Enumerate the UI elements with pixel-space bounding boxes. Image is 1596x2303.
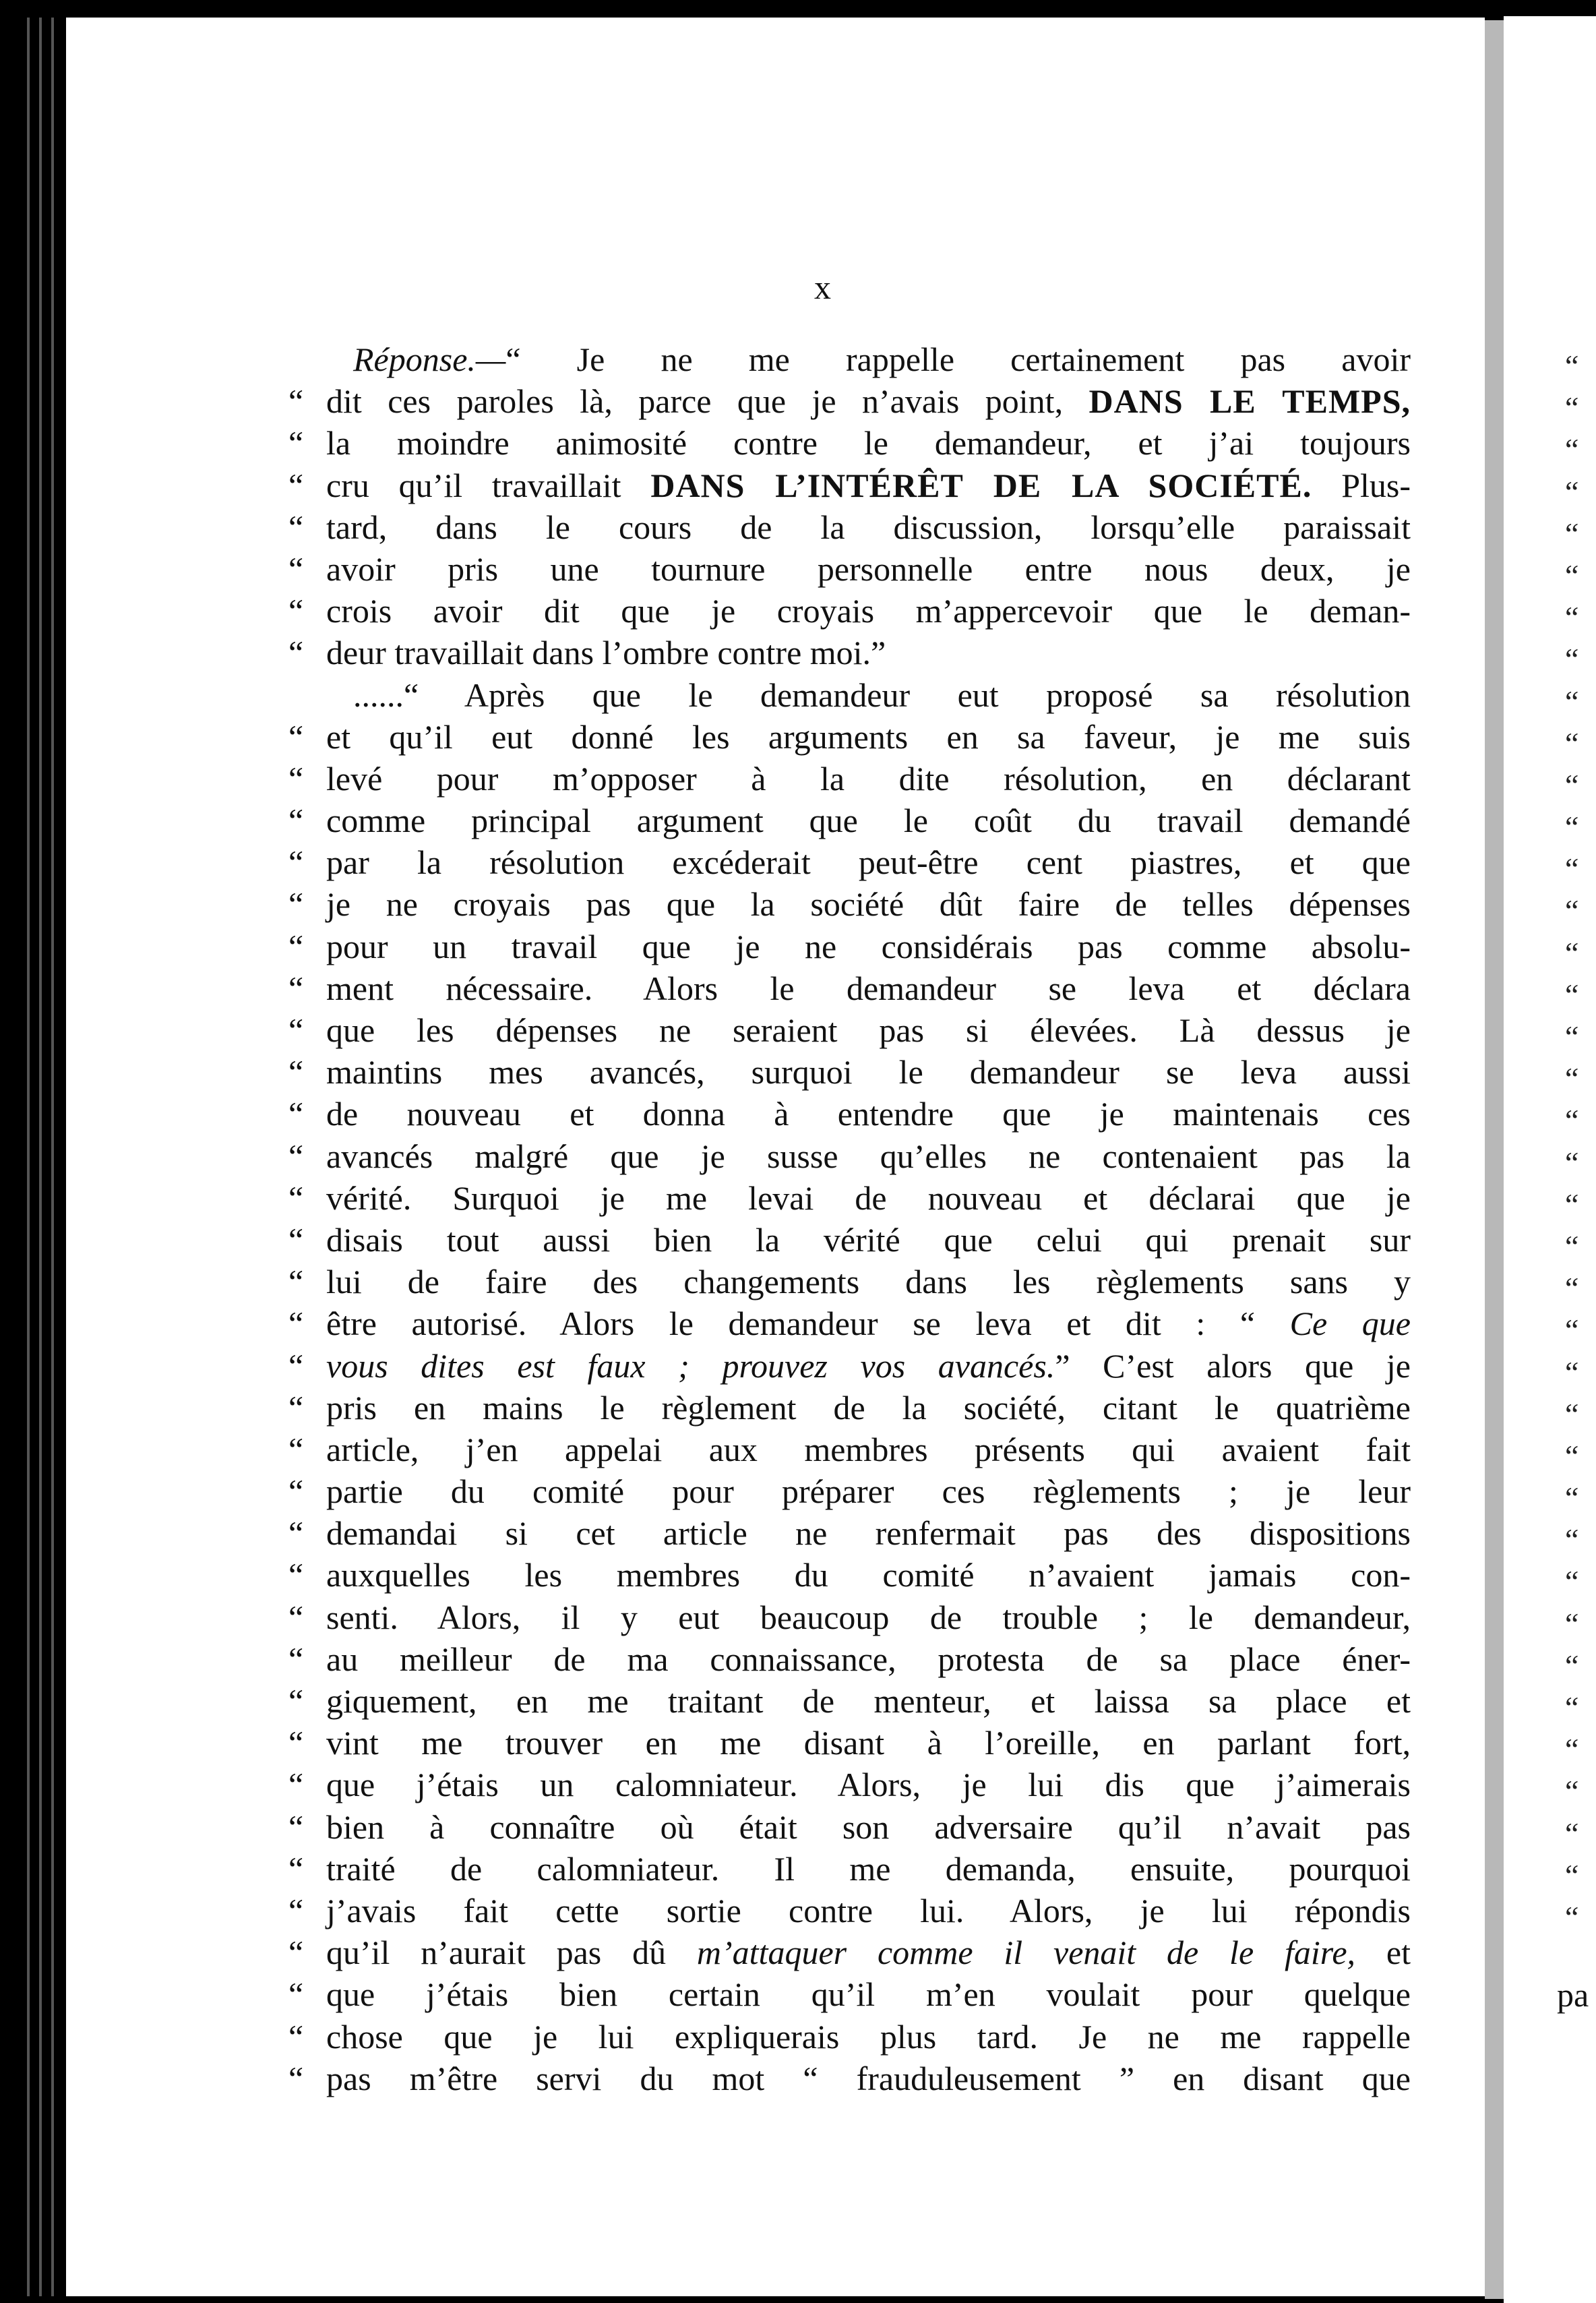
text-line [288, 1177, 1411, 1219]
adjacent-quote-mark: “ [1565, 810, 1579, 845]
line-text: partie du comité pour préparer ces règlements ; je leur [326, 1472, 1411, 1511]
line-text: de nouveau et donna à entendre que je maintenais ces [326, 1095, 1411, 1133]
adjacent-quote-mark: “ [1565, 1313, 1579, 1348]
quote-mark: “ [288, 1053, 304, 1091]
quote-mark: “ [288, 634, 304, 672]
adjacent-quote-mark: “ [1565, 725, 1579, 760]
line-text: que les dépenses ne seraient pas si élevées. Là dessus je [326, 1011, 1411, 1049]
quote-mark: “ [288, 424, 304, 462]
quote-mark: “ [288, 1766, 304, 1804]
quote-mark: “ [288, 1178, 304, 1217]
adjacent-quote-mark: “ [1565, 1103, 1579, 1138]
adjacent-page-text-fragment: pa [1557, 1976, 1589, 2014]
text-line [288, 1973, 1411, 2015]
line-text: traité de calomniateur. Il me demanda, ensuite, pourquoi [326, 1849, 1411, 1888]
line-text: j’avais fait cette sortie contre lui. Alors, je lui répondis [326, 1891, 1411, 1930]
adjacent-quote-mark: “ [1565, 935, 1579, 970]
quote-mark: “ [288, 1263, 304, 1301]
line-text: que j’étais un calomniateur. Alors, je lui dis que j’aimerais [326, 1766, 1411, 1804]
line-text: giquement, en me traitant de menteur, et laissa sa place et [326, 1682, 1411, 1720]
reponse-label: Réponse.— [353, 340, 506, 378]
quote-mark: “ [288, 1807, 304, 1846]
quote-mark: “ [288, 1975, 304, 2014]
line-text: senti. Alors, il y eut beaucoup de trouble ; le demandeur, [326, 1598, 1411, 1636]
text-line [288, 1470, 1411, 1512]
adjacent-quote-mark: “ [1565, 684, 1579, 719]
line-text: levé pour m’opposer à la dite résolution, en déclarant [326, 759, 1411, 798]
line-text: être autorisé. Alors le demandeur se leva et dit : “ [326, 1305, 1290, 1343]
quote-mark: “ [288, 1220, 304, 1259]
adjacent-quote-mark: “ [1565, 1816, 1579, 1851]
text-line [288, 1932, 1411, 1973]
text-line [288, 716, 1411, 758]
adjacent-quote-mark: “ [1565, 516, 1579, 551]
quote-mark: “ [288, 717, 304, 756]
line-text: qu’il n’aurait pas dû [326, 1934, 697, 1972]
text-line [288, 422, 1411, 464]
quote-mark: “ [288, 1472, 304, 1511]
page-number: x [814, 268, 831, 306]
quote-mark: “ [288, 2017, 304, 2056]
line-text: “ Je ne me rappelle certainement pas avoir [505, 340, 1411, 378]
text-line [288, 2058, 1411, 2099]
text-line [288, 1009, 1411, 1051]
page-edge-2 [39, 18, 42, 2296]
text-line [288, 841, 1411, 883]
quote-mark: “ [288, 1849, 304, 1888]
quote-mark: “ [288, 1430, 304, 1468]
text-line [288, 926, 1411, 967]
adjacent-quote-mark: “ [1565, 1564, 1579, 1599]
adjacent-quote-mark: “ [1565, 1145, 1579, 1180]
text-line [288, 1554, 1411, 1596]
line-text: demandai si cet article ne renfermait pas des dispositions [326, 1514, 1411, 1553]
text-line [288, 1261, 1411, 1303]
adjacent-quote-mark: “ [1565, 851, 1579, 887]
quote-mark: “ [288, 1388, 304, 1427]
line-text: ......“ Après que le demandeur eut proposé sa résolution [353, 676, 1411, 714]
line-text: auxquelles les membres du comité n’avaient jamais con- [326, 1556, 1411, 1594]
text-line [288, 632, 1411, 674]
small-caps-phrase: DANS L’INTÉRÊT DE LA SOCIÉTÉ. [650, 466, 1312, 504]
adjacent-quote-mark: “ [1565, 1648, 1579, 1683]
small-caps-phrase: DANS LE TEMPS, [1088, 382, 1411, 421]
text-line [288, 967, 1411, 1009]
quote-mark: “ [288, 843, 304, 882]
text-line [288, 1093, 1411, 1135]
line-text: la moindre animosité contre le demandeur, et j’ai toujours [326, 424, 1411, 462]
line-text: ment nécessaire. Alors le demandeur se leva et déclara [326, 969, 1411, 1007]
line-text: vérité. Surquoi je me levai de nouveau et déclarai que je [326, 1178, 1411, 1217]
adjacent-quote-mark: “ [1565, 1019, 1579, 1054]
quote-mark: “ [288, 1598, 304, 1636]
line-text-tail: et [1355, 1934, 1411, 1972]
line-text: crois avoir dit que je croyais m’appercevoir que le deman- [326, 592, 1411, 630]
line-text: que j’étais bien certain qu’il m’en voulait pour quelque [326, 1975, 1411, 2014]
line-text: disais tout aussi bien la vérité que celui qui prenait sur [326, 1220, 1411, 1259]
italic-phrase: m’attaquer comme il venait de le faire, [696, 1934, 1356, 1972]
italic-phrase: Ce que [1289, 1305, 1411, 1343]
text-line [288, 1051, 1411, 1093]
line-text: chose que je lui expliquerais plus tard. Je ne me rappelle [326, 2017, 1411, 2056]
book-gutter [1485, 20, 1504, 2299]
body-text [288, 338, 1411, 2099]
quote-mark: “ [288, 1682, 304, 1720]
quote-mark: “ [288, 1640, 304, 1678]
line-text: vint me trouver en me disant à l’oreille, en parlant fort, [326, 1724, 1411, 1762]
adjacent-quote-mark: “ [1565, 642, 1579, 677]
quote-mark: “ [288, 1891, 304, 1930]
adjacent-quote-mark: “ [1565, 1774, 1579, 1809]
adjacent-quote-mark: “ [1565, 1396, 1579, 1431]
quote-mark: “ [288, 1095, 304, 1133]
adjacent-quote-mark: “ [1565, 432, 1579, 467]
line-text: bien à connaître où était son adversaire qu’il n’avait pas [326, 1807, 1411, 1846]
text-line [288, 1303, 1411, 1344]
quote-mark: “ [288, 2059, 304, 2097]
line-text: je ne croyais pas que la société dût faire de telles dépenses [326, 885, 1411, 924]
line-text: deur travaillait dans l’ombre contre moi.” [326, 634, 886, 672]
text-line [288, 338, 1411, 380]
quote-mark: “ [288, 969, 304, 1007]
quote-mark: “ [288, 1556, 304, 1594]
quote-mark: “ [288, 508, 304, 546]
text-line [288, 465, 1411, 506]
line-text: dit ces paroles là, parce que je n’avais point, [326, 382, 1089, 421]
quote-mark: “ [288, 759, 304, 798]
italic-phrase: vous dites est faux ; prouvez vos avancés. [326, 1346, 1055, 1385]
text-line [288, 1387, 1411, 1429]
text-line [288, 1722, 1411, 1764]
adjacent-quote-mark: “ [1565, 1732, 1579, 1767]
quote-mark: “ [288, 1137, 304, 1175]
line-text: comme principal argument que le coût du travail demandé [326, 802, 1411, 840]
text-line [288, 590, 1411, 632]
line-text: cru qu’il travaillait [326, 466, 651, 504]
adjacent-quote-mark: “ [1565, 1438, 1579, 1473]
quote-mark: “ [288, 382, 304, 421]
quote-mark: “ [288, 1724, 304, 1762]
adjacent-quote-mark: “ [1565, 893, 1579, 928]
adjacent-quote-mark: “ [1565, 600, 1579, 635]
adjacent-quote-mark: “ [1565, 1061, 1579, 1096]
line-text: avancés malgré que je susse qu’elles ne contenaient pas la [326, 1137, 1411, 1175]
quote-mark: “ [288, 592, 304, 630]
quote-mark: “ [288, 885, 304, 924]
text-line [288, 2016, 1411, 2058]
adjacent-quote-mark: “ [1565, 977, 1579, 1012]
line-text: et qu’il eut donné les arguments en sa faveur, je me suis [326, 717, 1411, 756]
quote-mark: “ [288, 1514, 304, 1553]
text-line [288, 1848, 1411, 1890]
line-text-tail: Plus- [1312, 466, 1411, 504]
adjacent-quote-mark: “ [1565, 1606, 1579, 1641]
line-text: lui de faire des changements dans les règlements sans y [326, 1263, 1411, 1301]
line-text: article, j’en appelai aux membres présents qui avaient fait [326, 1430, 1411, 1468]
adjacent-quote-mark: “ [1565, 474, 1579, 509]
adjacent-quote-mark: “ [1565, 1690, 1579, 1725]
adjacent-quote-mark: “ [1565, 349, 1579, 383]
text-line [288, 1806, 1411, 1848]
text-line [288, 1596, 1411, 1638]
text-line [288, 380, 1411, 422]
line-text-tail: ” C’est alors que je [1055, 1346, 1411, 1385]
text-line [288, 758, 1411, 800]
adjacent-quote-mark: “ [1565, 1522, 1579, 1557]
quote-mark: “ [288, 466, 304, 504]
page-edge-1 [27, 18, 30, 2296]
text-line [288, 1345, 1411, 1387]
text-line [288, 1512, 1411, 1554]
line-text: avoir pris une tournure personnelle entre nous deux, je [326, 549, 1411, 588]
quote-mark: “ [288, 1934, 304, 1972]
text-line [288, 1429, 1411, 1470]
line-text: pris en mains le règlement de la société, citant le quatrième [326, 1388, 1411, 1427]
adjacent-quote-mark: “ [1565, 558, 1579, 593]
text-line [288, 674, 1411, 716]
text-line [288, 1638, 1411, 1680]
text-line [288, 1680, 1411, 1722]
quote-mark: “ [288, 549, 304, 588]
line-text: au meilleur de ma connaissance, protesta de sa place éner- [326, 1640, 1411, 1678]
adjacent-quote-mark: “ [1565, 1187, 1579, 1222]
text-line [288, 883, 1411, 925]
line-text: pas m’être servi du mot “ frauduleusement ” en disant que [326, 2059, 1411, 2097]
text-line [288, 1890, 1411, 1932]
adjacent-quote-mark: “ [1565, 1899, 1579, 1934]
adjacent-quote-mark: “ [1565, 1228, 1579, 1263]
quote-mark: “ [288, 1011, 304, 1049]
text-line [288, 1764, 1411, 1805]
quote-mark: “ [288, 927, 304, 965]
adjacent-page-quote-marks [1565, 345, 1592, 1938]
text-line [288, 1219, 1411, 1261]
adjacent-quote-mark: “ [1565, 1354, 1579, 1389]
adjacent-quote-mark: “ [1565, 767, 1579, 802]
adjacent-quote-mark: “ [1565, 1271, 1579, 1306]
text-line [288, 800, 1411, 841]
page-edge-3 [51, 18, 54, 2296]
line-text: maintins mes avancés, surquoi le demandeur se leva aussi [326, 1053, 1411, 1091]
quote-mark: “ [288, 1346, 304, 1385]
line-text: par la résolution excéderait peut-être cent piastres, et que [326, 843, 1411, 882]
quote-mark: “ [288, 1305, 304, 1343]
adjacent-quote-mark: “ [1565, 1481, 1579, 1516]
text-line [288, 548, 1411, 590]
adjacent-quote-mark: “ [1565, 390, 1579, 425]
text-line [288, 1135, 1411, 1177]
quote-mark: “ [288, 802, 304, 840]
line-text: pour un travail que je ne considérais pas comme absolu- [326, 927, 1411, 965]
line-text: tard, dans le cours de la discussion, lorsqu’elle paraissait [326, 508, 1411, 546]
text-line [288, 506, 1411, 548]
adjacent-quote-mark: “ [1565, 1857, 1579, 1892]
